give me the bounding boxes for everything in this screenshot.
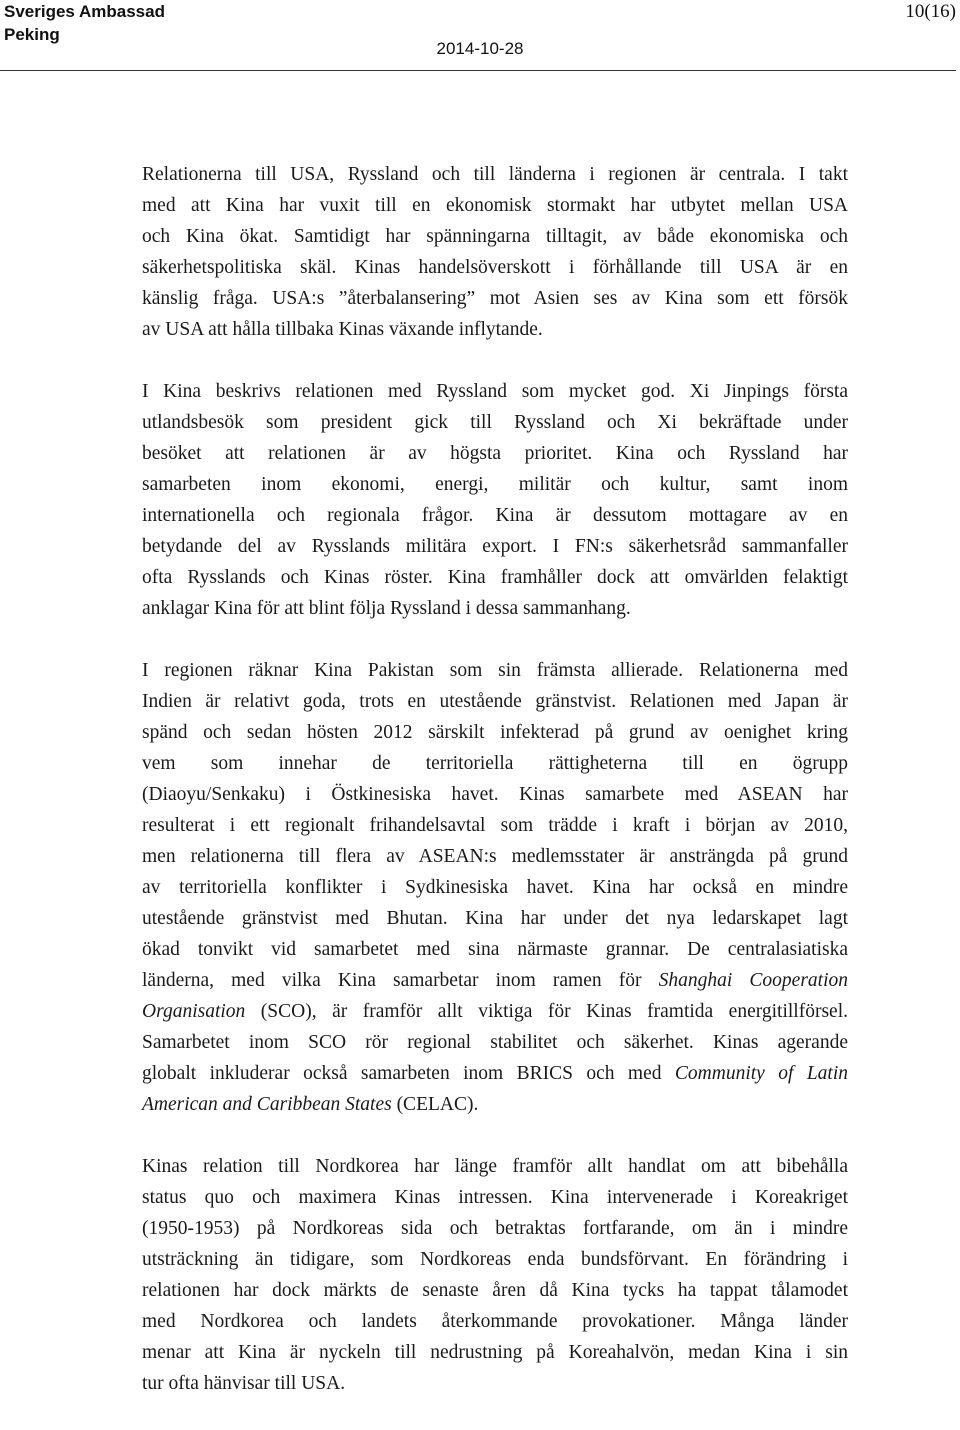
header-divider — [0, 70, 956, 71]
text-line: med att Kina har vuxit till en ekonomisk stormakt har utbytet mellan USA — [142, 195, 848, 216]
text-line: samarbeten inom ekonomi, energi, militär och kultur, samt inom — [142, 474, 848, 495]
celac-name-italic: Community of Latin — [674, 1063, 848, 1084]
text-segment: (CELAC). — [391, 1094, 479, 1115]
paragraph-north-korea — [142, 1151, 848, 1399]
text-line: anklagar Kina för att blint följa Ryssland i dessa sammanhang. — [142, 598, 631, 619]
text-line: betydande del av Rysslands militära export. I FN:s säkerhetsråd sammanfaller — [142, 536, 848, 557]
text-line — [142, 1089, 848, 1120]
embassy-name-line2: Peking — [4, 25, 60, 44]
text-line: besöket att relationen är av högsta prioritet. Kina och Ryssland har — [142, 443, 848, 464]
text-line: med Nordkorea och landets återkommande provokationer. Många länder — [142, 1311, 848, 1332]
celac-name-italic: American and Caribbean States — [142, 1094, 392, 1115]
document-date: 2014-10-28 — [436, 39, 524, 58]
paragraph-region — [142, 655, 848, 1120]
page-header — [0, 0, 960, 72]
text-segment: länderna, med vilka Kina samarbetar inom ramen för — [142, 970, 659, 991]
sco-name-italic: Shanghai Cooperation — [658, 970, 848, 991]
text-line: av USA att hålla tillbaka Kinas växande inflytande. — [142, 319, 543, 340]
text-line: status quo och maximera Kinas intressen. Kina intervenerade i Koreakriget — [142, 1187, 848, 1208]
text-line: tur ofta hänvisar till USA. — [142, 1373, 346, 1394]
text-line: utsträckning än tidigare, som Nordkoreas enda bundsförvant. En förändring i — [142, 1249, 848, 1270]
text-line — [142, 965, 848, 996]
text-line: (Diaoyu/Senkaku) i Östkinesiska havet. Kinas samarbete med ASEAN har — [142, 784, 848, 805]
text-line: utlandsbesök som president gick till Ryssland och Xi bekräftade under — [142, 412, 848, 433]
text-line: säkerhetspolitiska skäl. Kinas handelsöverskott i förhållande till USA är en — [142, 257, 848, 278]
text-line: I regionen räknar Kina Pakistan som sin främsta allierade. Relationerna med — [142, 660, 848, 681]
embassy-name-line1: Sveriges Ambassad — [4, 2, 165, 21]
text-line — [142, 996, 848, 1027]
text-line: men relationerna till flera av ASEAN:s medlemsstater är ansträngda på grund — [142, 846, 848, 867]
text-line: internationella och regionala frågor. Kina är dessutom mottagare av en — [142, 505, 848, 526]
text-line: resulterat i ett regionalt frihandelsavtal som trädde i kraft i början av 2010, — [142, 815, 848, 836]
text-line: och Kina ökat. Samtidigt har spänningarna tilltagit, av både ekonomiska och — [142, 226, 848, 247]
text-line: I Kina beskrivs relationen med Ryssland som mycket god. Xi Jinpings första — [142, 381, 848, 402]
paragraph-usa-russia-region — [142, 159, 848, 345]
text-line: utestående gränstvist med Bhutan. Kina har under det nya ledarskapet lagt — [142, 908, 848, 929]
text-line: ofta Rysslands och Kinas röster. Kina framhåller dock att omvärlden felaktigt — [142, 567, 848, 588]
text-line: känslig fråga. USA:s ”återbalansering” mot Asien ses av Kina som ett försök — [142, 288, 848, 309]
text-line — [142, 1058, 848, 1089]
text-segment: globalt inkluderar också samarbeten inom BRICS och med — [142, 1063, 675, 1084]
text-line: (1950-1953) på Nordkoreas sida och betraktas fortfarande, om än i mindre — [142, 1218, 848, 1239]
text-line: ökad tonvikt vid samarbetet med sina närmaste grannar. De centralasiatiska — [142, 939, 848, 960]
text-line: spänd och sedan hösten 2012 särskilt infekterad på grund av oenighet kring — [142, 722, 848, 743]
text-line: av territoriella konflikter i Sydkinesiska havet. Kina har också en mindre — [142, 877, 848, 898]
text-line: Indien är relativt goda, trots en utestående gränstvist. Relationen med Japan är — [142, 691, 848, 712]
text-line: vem som innehar de territoriella rättigheterna till en ögrupp — [142, 753, 848, 774]
paragraph-russia — [142, 376, 848, 624]
text-line: Kinas relation till Nordkorea har länge framför allt handlat om att bibehålla — [142, 1156, 848, 1177]
sco-name-italic: Organisation — [142, 1001, 246, 1022]
text-line: relationen har dock märkts de senaste åren då Kina tycks ha tappat tålamodet — [142, 1280, 848, 1301]
text-segment: (SCO), är framför allt viktiga för Kinas framtida energitillförsel. — [245, 1001, 848, 1022]
text-line: Samarbetet inom SCO rör regional stabilitet och säkerhet. Kinas agerande — [142, 1032, 848, 1053]
text-line: menar att Kina är nyckeln till nedrustning på Koreahalvön, medan Kina i sin — [142, 1342, 848, 1363]
document-body — [142, 159, 848, 1430]
text-line: Relationerna till USA, Ryssland och till länderna i regionen är centrala. I takt — [142, 164, 848, 185]
page-number: 10(16) — [905, 1, 956, 22]
